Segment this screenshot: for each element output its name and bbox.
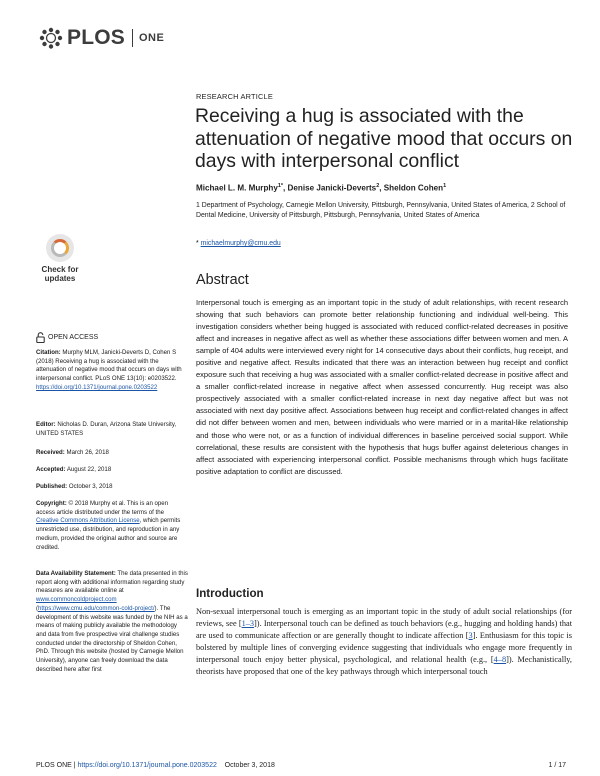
author-list: Michael L. M. Murphy$^{1*}$, Denise Janicki-Deverts$^2$, Sheldon Cohen$^1$ xyxy=(196,183,447,193)
plos-dots-icon xyxy=(38,26,64,50)
article-title: Receiving a hug is associated with the attenuation of negative mood that occurs on days with interpersonal conflict xyxy=(195,105,573,172)
introduction-text: Non-sexual interpersonal touch is emerging as an important topic in the study of adult social relationships (for reviews, see [1–3]). Interpersonal touch can be defined as touch behaviors (e.g., hugging and holding hands) that are used to communicate affection or are generally thought to indicate affection [3]. Enthusiasm for this topic is bolstered by multiple lines of converging evidence suggesting that individuals who engage more frequently in interpersonal touch enjoy better physical, psychological, and relational health (e.g., [4–8]). Mechanistically, theorists have proposed that one of the key pathways through which interpersonal touch xyxy=(196,607,572,677)
check-for-updates-label: Check for updates xyxy=(41,265,79,283)
abstract-heading: Abstract xyxy=(196,272,249,288)
footer-doi-link[interactable]: https://doi.org/10.1371/journal.pone.0203522 xyxy=(77,762,217,769)
editor-block xyxy=(36,421,188,438)
crossmark-icon xyxy=(46,234,74,262)
citation-label: Citation: xyxy=(36,349,61,356)
data-link-cmu[interactable]: https://www.cmu.edu/common-cold-project/ xyxy=(38,604,155,612)
email-link[interactable]: michaelmurphy@cmu.edu xyxy=(200,240,281,247)
corresponding-email: * michaelmurphy@cmu.edu xyxy=(196,240,281,247)
citation-text: Murphy MLM, Janicki-Deverts D, Cohen S (2018) Receiving a hug is associated with the attenuation of negative mood that occurs on days with interpersonal conflict. PLoS ONE 13(10): e0203522. xyxy=(36,349,182,383)
author-name[interactable]: Michael L. M. Murphy xyxy=(196,183,278,193)
reference-link[interactable]: 4–8 xyxy=(493,655,507,665)
open-access-text: OPEN ACCESS xyxy=(48,334,99,341)
page-number: 1 / 17 xyxy=(548,762,566,769)
editor-text: Nicholas D. Duran, Arizona State University, UNITED STATES xyxy=(36,421,177,437)
copyright-block: Copyright: © 2018 Murphy et al. This is an open access article distributed under the terms of the Creative Commons Attribution License, which permits unrestricted use, distribution, and reproduction in any medium, provided the original author and source are credited. xyxy=(36,500,181,551)
footer-date: October 3, 2018 xyxy=(224,762,275,769)
affiliations: 1 Department of Psychology, Carnegie Mellon University, Pittsburgh, Pennsylvania, United States of America, 2 School of Dental Medicine, University of Pittsburgh, Pittsburgh, Pennsylvania, United States of America xyxy=(196,202,566,219)
data-link-commoncold[interactable]: www.commoncoldproject.com xyxy=(36,596,117,604)
editor-label: Editor: xyxy=(36,421,56,428)
citation-doi-link[interactable]: https://doi.org/10.1371/journal.pone.0203522 xyxy=(36,383,158,391)
open-lock-icon xyxy=(36,332,45,343)
article-type: RESEARCH ARTICLE xyxy=(196,92,273,101)
data-availability-label: Data Availability Statement: xyxy=(36,570,116,577)
license-link[interactable]: Creative Commons Attribution License xyxy=(36,517,140,525)
accepted-date: Accepted: August 22, 2018 xyxy=(36,466,112,473)
author-name[interactable]: Sheldon Cohen xyxy=(383,183,444,193)
introduction-heading: Introduction xyxy=(196,587,264,600)
received-date: Received: March 26, 2018 xyxy=(36,449,109,456)
reference-link[interactable]: 3 xyxy=(468,631,473,641)
page-footer: PLOS ONE | https://doi.org/10.1371/journal.pone.0203522 October 3, 2018 1 / 17 xyxy=(36,762,566,769)
reference-link[interactable]: 1–3 xyxy=(241,619,255,629)
copyright-label: Copyright: xyxy=(36,500,67,507)
citation-block xyxy=(36,349,188,393)
plos-one-logo[interactable] xyxy=(38,26,164,50)
footer-journal: PLOS ONE xyxy=(36,762,72,769)
data-availability-block: Data Availability Statement: The data presented in this report along with additional information regarding study measures are available online at www.commoncoldproject.com (https://www.cmu.edu/common-cold-project/). The development of this website was funded by the NIH as a means of making publicly available the methodology and data from five prospective viral challenge studies conducted under the directorship of Sheldon Cohen, PhD. Through this website (hosted by Carnegie Mellon University), anyone can freely download the data described here after first xyxy=(36,570,188,673)
author-name[interactable]: Denise Janicki-Deverts xyxy=(287,183,377,193)
logo-divider xyxy=(132,29,133,47)
published-date: Published: October 3, 2018 xyxy=(36,483,113,490)
open-access-label xyxy=(36,332,98,343)
journal-name: ONE xyxy=(138,32,165,44)
check-for-updates-badge[interactable] xyxy=(35,234,85,286)
abstract-text: Interpersonal touch is emerging as an important topic in the study of adult relationships, with recent research showing that such behaviors can promote better relationship functioning and individual well-being. This investigation considers whether being hugged is associated with reduced conflict-related decreases in positive affect and increases in negative affect as well as whether these associations differ between women and men. A sample of 404 adults were interviewed every night for 14 consecutive days about their conflicts, hug receipt, and positive and negative affect. Results indicated that there was an interaction between hug receipt and conflict exposure such that receiving a hug was associated with a smaller conflict-related decrease in positive affect and a smaller conflict-related increase in negative affect when assessed concurrently. Hug receipt was also prospectively associated with a smaller conflict-related increase in next day negative affect but was not associated with next day positive affect. Associations between hug receipt and conflict-related changes in affect did not differ between women and men, between individuals who were married or in a marital-like relationship and those who were not, or as a function of individual differences in baseline perceived social support. While correlational, these results are consistent with the hypothesis that hugs buffer against deleterious changes in affect associated with experiencing interpersonal conflict. Possible mechanisms through which hugs facilitate positive adaptation to conflict are discussed. xyxy=(196,298,568,476)
plos-wordmark: PLOS xyxy=(67,26,125,49)
